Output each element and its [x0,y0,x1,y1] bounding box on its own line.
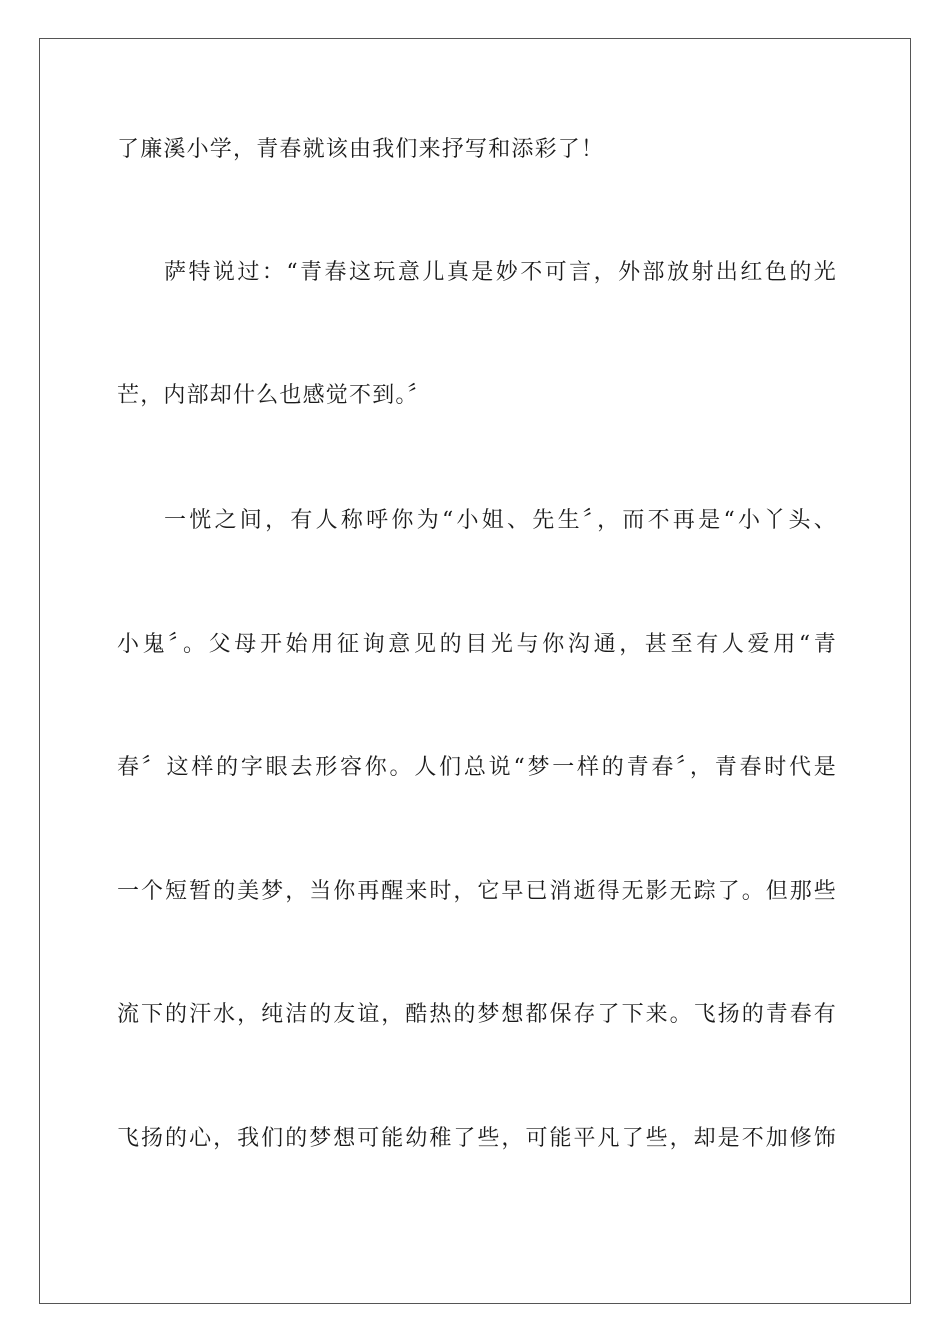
text-line-8: 流下的汗水，纯洁的友谊，酷热的梦想都保存了下来。飞扬的青春有 [117,1002,837,1027]
text-line-4: 一恍之间，有人称呼你为“小姐、先生〞，而不再是“小丫头、 [164,508,837,533]
text-line-3: 芒，内部却什么也感觉不到。〞 [117,383,431,408]
text-line-1: 了廉溪小学，青春就该由我们来抒写和添彩了！ [117,137,605,162]
text-line-7: 一个短暂的美梦，当你再醒来时，它早已消逝得无影无踪了。但那些 [117,879,837,904]
text-line-5: 小鬼〞。父母开始用征询意见的目光与你沟通，甚至有人爱用“青 [117,632,837,657]
text-line-6: 春〞这样的字眼去形容你。人们总说“梦一样的青春〞，青春时代是 [117,755,837,780]
text-line-2: 萨特说过：“青春这玩意儿真是妙不可言，外部放射出红色的光 [164,260,837,285]
text-line-9: 飞扬的心，我们的梦想可能幼稚了些，可能平凡了些，却是不加修饰 [117,1126,837,1151]
page-border [39,38,911,1304]
